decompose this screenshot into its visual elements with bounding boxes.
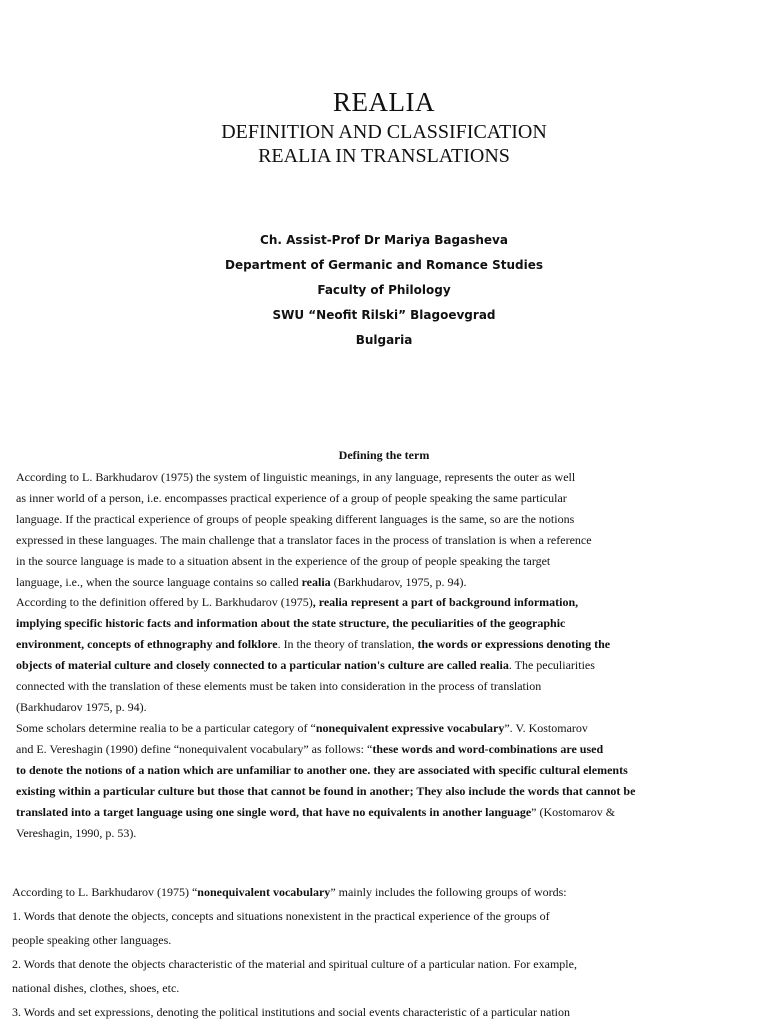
text-line: [16, 760, 635, 781]
document-subtitle-definition: DEFINITION AND CLASSIFICATION: [221, 121, 547, 143]
bold-text: implying specific historic facts and information about the state structure, the peculiarities of the geographic: [16, 616, 566, 630]
paragraph-1: [16, 467, 592, 593]
bold-text: , realia represent a part of background information,: [312, 595, 579, 609]
author-country: Bulgaria: [355, 333, 413, 347]
author-university: SWU “Neofit Rilski” Blagoevgrad: [272, 308, 496, 322]
author-block: [0, 228, 768, 353]
document-title: REALIA: [333, 87, 435, 117]
text-line: [16, 655, 610, 676]
text-line: [16, 592, 610, 613]
text-span: Some scholars determine realia to be a particular category of “: [16, 721, 316, 735]
text-span: According to L. Barkhudarov (1975) “: [12, 885, 198, 899]
text-line: Vereshagin, 1990, p. 53).: [16, 826, 137, 840]
bold-text: the words or expressions denoting the: [417, 637, 611, 651]
text-span: language, i.e., when the source language contains so called: [16, 575, 302, 589]
bold-text: to denote the notions of a nation which are unfamiliar to another one. they are associated with specific cultural elements: [16, 763, 628, 777]
section-heading: Defining the term: [338, 448, 430, 462]
paragraph-3: [16, 718, 635, 844]
author-name: Ch. Assist-Prof Dr Mariya Bagasheva: [260, 233, 508, 247]
text-line: expressed in these languages. The main challenge that a translator faces in the process of translation is when a reference: [16, 533, 592, 547]
author-department: Department of Germanic and Romance Studies: [224, 258, 543, 272]
bold-text: existing within a particular culture but those that cannot be found in another; They also include the words that cannot be: [16, 784, 636, 798]
text-line: language. If the practical experience of groups of people speaking different languages is the same, so are the notions: [16, 512, 575, 526]
text-span: (Barkhudarov, 1975, p. 94).: [330, 575, 467, 589]
list-item: 2. Words that denote the objects characteristic of the material and spiritual culture of a particular nation. For example,: [12, 957, 577, 971]
text-line: [16, 781, 635, 802]
text-span: . The peculiarities: [508, 658, 595, 672]
list-item: 3. Words and set expressions, denoting the political institutions and social events characteristic of a particular nation: [12, 1005, 570, 1019]
text-line: [16, 802, 635, 823]
text-line: connected with the translation of these elements must be taken into consideration in the process of translation: [16, 679, 542, 693]
text-line: [12, 880, 577, 904]
text-line: in the source language is made to a situation absent in the experience of the group of people speaking the target: [16, 554, 551, 568]
text-span: ” (Kostomarov &: [531, 805, 616, 819]
text-line: people speaking other languages.: [12, 933, 172, 947]
bold-text: nonequivalent vocabulary: [197, 885, 331, 899]
text-line: [16, 718, 635, 739]
text-span: ” mainly includes the following groups of words:: [330, 885, 567, 899]
text-line: [16, 613, 610, 634]
paragraph-2: [16, 592, 610, 718]
text-line: national dishes, clothes, shoes, etc.: [12, 981, 180, 995]
bold-text: environment, concepts of ethnography and folklore: [16, 637, 278, 651]
list-item: 1. Words that denote the objects, concepts and situations nonexistent in the practical experience of the groups of: [12, 909, 550, 923]
text-line: as inner world of a person, i.e. encompasses practical experience of a group of people speaking the same particular: [16, 491, 567, 505]
text-span: . In the theory of translation,: [277, 637, 418, 651]
author-faculty: Faculty of Philology: [317, 283, 451, 297]
text-span: and E. Vereshagin (1990) define “nonequivalent vocabulary” as follows: “: [16, 742, 373, 756]
text-line: [16, 739, 635, 760]
text-line: (Barkhudarov 1975, p. 94).: [16, 700, 147, 714]
bold-term: realia: [301, 575, 331, 589]
bold-text: translated into a target language using one single word, that have no equivalents in another language: [16, 805, 532, 819]
bold-text: these words and word-combinations are used: [372, 742, 604, 756]
paragraph-4: [12, 880, 577, 1024]
text-line: [16, 572, 592, 593]
text-line: [16, 634, 610, 655]
text-line: According to L. Barkhudarov (1975) the system of linguistic meanings, in any language, represents the outer as well: [16, 470, 576, 484]
document-subtitle-translations: REALIA IN TRANSLATIONS: [258, 145, 510, 167]
bold-text: nonequivalent expressive vocabulary: [315, 721, 505, 735]
bold-text: objects of material culture and closely connected to a particular nation's culture are called realia: [16, 658, 509, 672]
text-span: ”. V. Kostomarov: [504, 721, 588, 735]
text-span: According to the definition offered by L. Barkhudarov (1975): [16, 595, 313, 609]
